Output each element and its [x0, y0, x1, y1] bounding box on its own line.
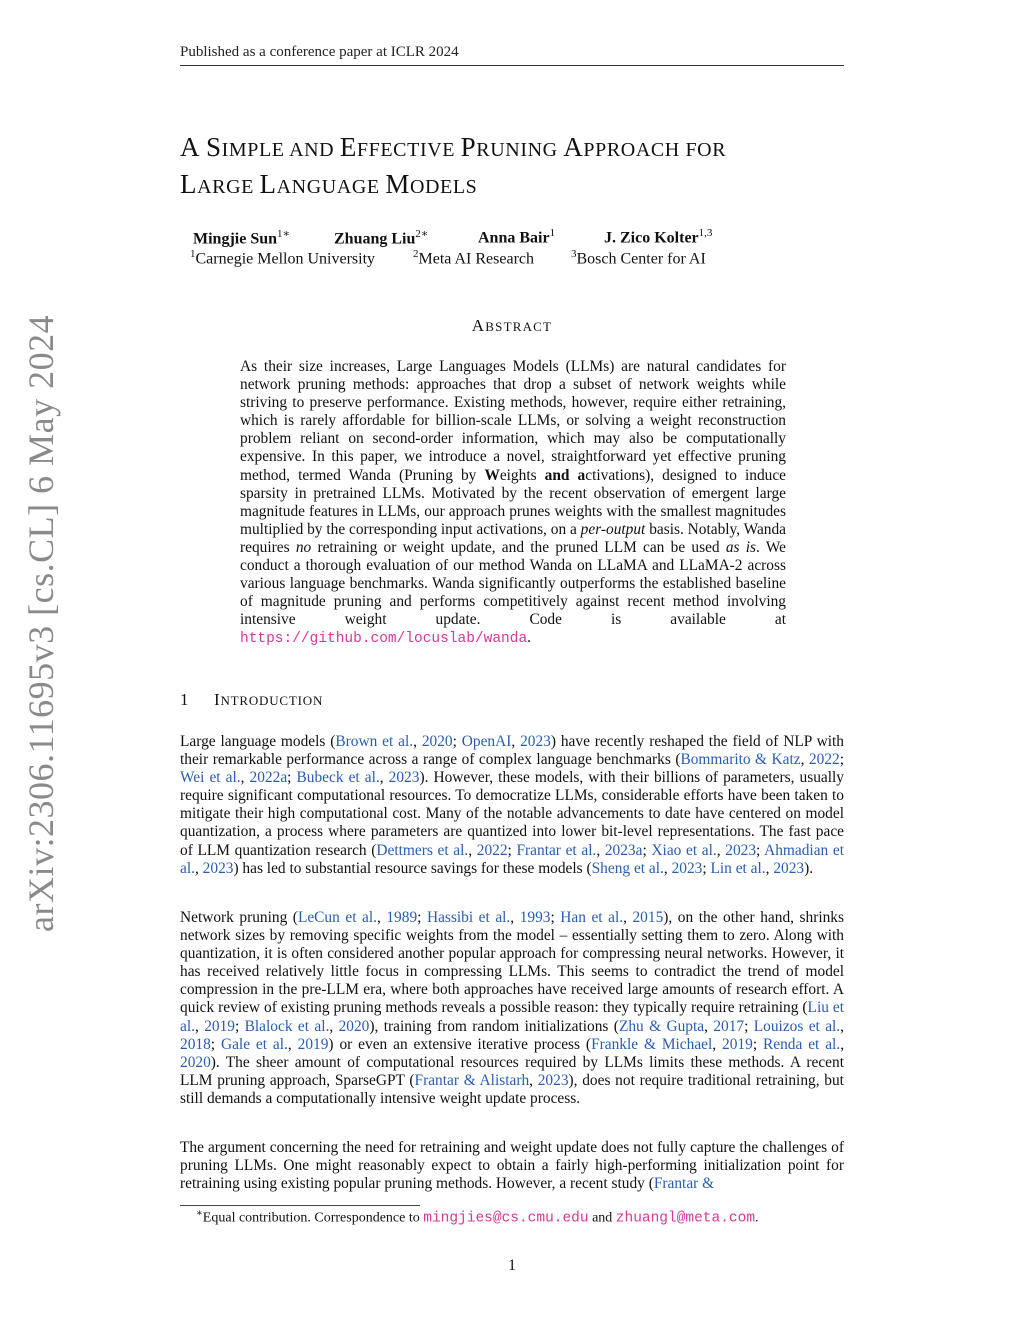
citation-link[interactable]: 2017	[713, 1017, 745, 1035]
author: Zhuang Liu$^{2∗}$	[334, 228, 429, 248]
citation-link[interactable]: Frantar &	[653, 1175, 715, 1193]
citation-link[interactable]: 2015	[632, 909, 664, 926]
citation-link[interactable]: Frantar et al.	[516, 841, 597, 859]
citation-link[interactable]: 2023a	[604, 841, 643, 859]
intro-paragraph-3: The argument concerning the need for retraining and weight update does not fully capture the challenges of pruning LLMs. One might reasonably expect to obtain a fairly high-performing initialization point for retraining using existing popular pruning methods. However, a recent study (Frantar &	[180, 1139, 844, 1193]
footnote: ∗Equal contribution. Correspondence to mingjies@cs.cmu.edu and zhuangl@meta.com.	[196, 1208, 759, 1227]
citation-link[interactable]: 2023	[388, 769, 420, 787]
citation-link[interactable]: 2023	[520, 733, 551, 750]
citation-link[interactable]: 2023	[773, 859, 805, 877]
author: Anna Bair$^1$	[478, 227, 556, 247]
citation-link[interactable]: Blalock et al.	[244, 1017, 330, 1035]
citation-link[interactable]: 2022	[476, 841, 508, 859]
intro-paragraph-1: Large language models (Brown et al., 2020; OpenAI, 2023) have recently reshaped the field of NLP with their remarkable performance across a range of complex language benchmarks (Bommarito & Katz, 2022; Wei et al., 2022a; Bubeck et al., 2023). However, these models, with their billions of parameters, usually require significant computational resources. To democratize LLMs, considerable efforts have been taken to mitigate their high computational cost. Many of the notable advancements to date have centered on model quantization, a process where parameters are quantized into lower bit-level representations. The fast pace of LLM quantization research (Dettmers et al., 2022; Frantar et al., 2023a; Xiao et al., 2023; Ahmadian et al., 2023) has led to substantial resource savings for these models (Sheng et al., 2023; Lin et al., 2023).	[180, 733, 845, 877]
citation-link[interactable]: 1993	[519, 909, 551, 926]
citation-link[interactable]: 2023	[725, 841, 757, 859]
citation-link[interactable]: LeCun et al.	[297, 909, 377, 926]
author: J. Zico Kolter$^{1,3}$	[604, 227, 713, 247]
citation-link[interactable]: OpenAI	[461, 733, 512, 750]
page-number: 1	[508, 1257, 516, 1274]
citation-link[interactable]: Gale et al.	[220, 1035, 288, 1053]
citation-link[interactable]: 2019	[722, 1035, 753, 1053]
citation-link[interactable]: 2023	[202, 859, 234, 877]
citation-link[interactable]: 2020	[180, 1053, 211, 1071]
citation-link[interactable]: Renda et al.	[763, 1035, 841, 1053]
affiliation: $^3$Bosch Center for AI	[571, 248, 706, 268]
running-header: Published as a conference paper at ICLR 2024	[180, 44, 844, 66]
citation-link[interactable]: 2023	[537, 1071, 569, 1089]
citation-link[interactable]: 2020	[338, 1017, 370, 1035]
citation-link[interactable]: 2019	[204, 1017, 235, 1035]
email-link[interactable]: mingjies@cs.cmu.edu	[423, 1210, 589, 1227]
citation-link[interactable]: Zhu & Gupta	[618, 1017, 705, 1035]
citation-link[interactable]: Ahmadian et al.	[180, 841, 845, 877]
citation-link[interactable]: Louizos et al.	[753, 1017, 841, 1035]
citation-link[interactable]: Wei et al.	[180, 769, 241, 787]
citation-link[interactable]: Brown et al.	[335, 733, 414, 750]
citation-link[interactable]: Hassibi et al.	[426, 909, 511, 926]
citation-link[interactable]: Dettmers et al.	[376, 841, 469, 859]
citation-link[interactable]: Frantar & Alistarh	[414, 1071, 530, 1089]
citation-link[interactable]: 2022a	[249, 769, 288, 787]
citation-link[interactable]: 2019	[297, 1035, 329, 1053]
code-link[interactable]: https://github.com/locuslab/wanda	[240, 631, 528, 648]
citation-link[interactable]: Frankle & Michael	[591, 1035, 713, 1053]
citation-link[interactable]: Lin et al.	[710, 859, 766, 877]
affiliation: $^2$Meta AI Research	[413, 248, 535, 268]
email-link[interactable]: zhuangl@meta.com	[615, 1210, 756, 1227]
citation-link[interactable]: Han et al.	[560, 909, 624, 926]
title-line-2: LARGE LANGUAGE MODELS	[180, 169, 478, 199]
abstract-body: As their size increases, Large Languages Models (LLMs) are natural candidates for network pruning methods: approaches that drop a subset of network weights while striving to preserve performance. Existing methods, however, require either retraining, which is rarely affordable for billion-scale LLMs, or solving a weight reconstruction problem reliant on second-order information, which may also be computationally expensive. In this paper, we introduce a novel, straightforward yet effective pruning method, termed Wanda (Pruning by Weights and activations), designed to induce sparsity in pretrained LLMs. Motivated by the recent observation of emergent large magnitude features in LLMs, our approach prunes weights with the smallest magnitudes multiplied by the corresponding input activations, on a per-output basis. Notably, Wanda requires no retraining or weight update, and the pruned LLM can be used as is. We conduct a thorough evaluation of our method Wanda on LLaMA and LLaMA-2 across various language benchmarks. Wanda significantly outperforms the established baseline of magnitude pruning and performs competitively against recent method involving intensive weight update. Code is available at https://github.com/locuslab/wanda.	[240, 358, 787, 648]
abstract-heading: ABSTRACT	[471, 316, 553, 335]
paper-title	[180, 130, 880, 204]
citation-link[interactable]: Bommarito & Katz	[680, 751, 801, 769]
citation-link[interactable]: Liu et al.	[180, 999, 845, 1035]
citation-link[interactable]: 2022	[808, 751, 840, 769]
citation-link[interactable]: 2018	[180, 1035, 211, 1053]
citation-link[interactable]: Sheng et al.	[591, 859, 664, 877]
citation-link[interactable]: Bubeck et al.	[296, 769, 380, 787]
citation-link[interactable]: Xiao et al.	[651, 841, 717, 859]
author: Mingjie Sun$^{1∗}$	[193, 228, 290, 248]
citation-link[interactable]: 2023	[671, 859, 703, 877]
section-heading-introduction: 1 INTRODUCTION	[180, 690, 324, 709]
arxiv-id: arXiv:2306.11695v3 [cs.CL] 6 May 2024	[21, 314, 61, 932]
footnote-rule	[180, 1205, 420, 1206]
affiliation: $^1$Carnegie Mellon University	[190, 248, 376, 268]
citation-link[interactable]: 1989	[386, 909, 418, 926]
citation-link[interactable]: 2020	[421, 733, 453, 750]
intro-paragraph-2: Network pruning (LeCun et al., 1989; Hassibi et al., 1993; Han et al., 2015), on the other hand, shrinks network sizes by removing specific weights from the model – essentially setting them to zero. Along with quantization, it is often considered another popular approach for compressing neural networks. However, it has received relatively little focus in compressing LLMs. This seems to contradict the trend of model compression in the pre-LLM era, where both approaches have received large amounts of research effort. A quick review of existing pruning methods reveals a possible reason: they typically require retraining (Liu et al., 2019; Blalock et al., 2020), training from random initializations (Zhu & Gupta, 2017; Louizos et al., 2018; Gale et al., 2019) or even an extensive iterative process (Frankle & Michael, 2019; Renda et al., 2020). The sheer amount of computational resources required by LLMs limits these methods. A recent LLM pruning approach, SparseGPT (Frantar & Alistarh, 2023), does not require traditional retraining, but still demands a computationally intensive weight update process.	[180, 909, 845, 1107]
title-line-1: A SIMPLE AND EFFECTIVE PRUNING APPROACH FOR	[180, 132, 727, 162]
arxiv-sidebar	[18, 314, 64, 932]
